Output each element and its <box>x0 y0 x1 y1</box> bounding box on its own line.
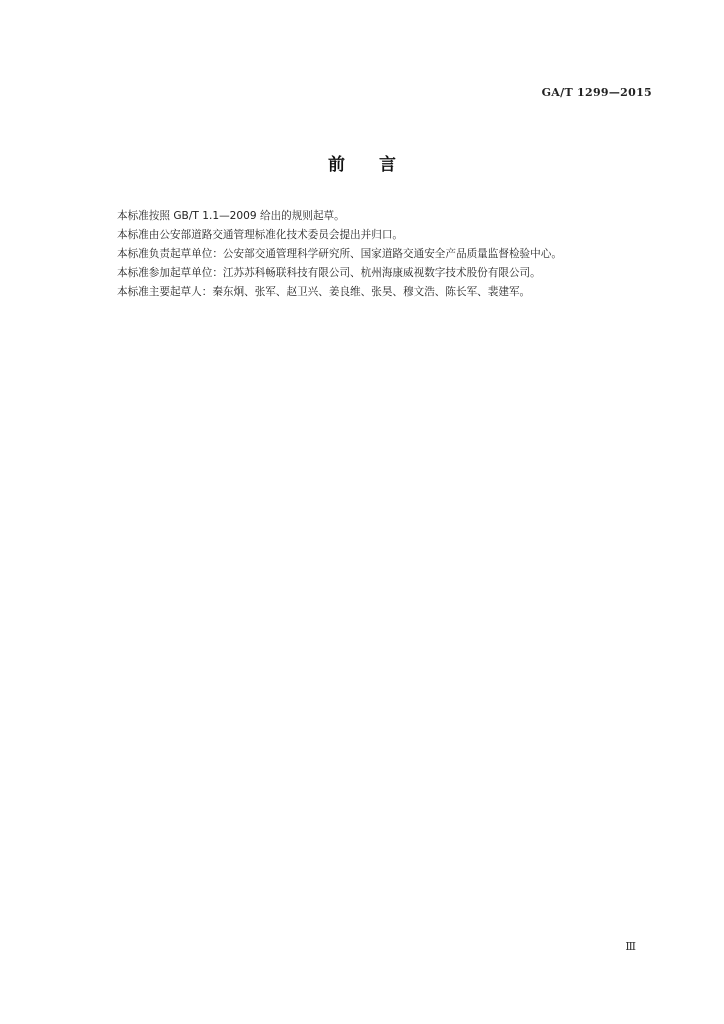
paragraph-proposer: 本标准由公安部道路交通管理标准化技术委员会提出并归口。 <box>117 229 404 241</box>
foreword-body <box>117 207 677 302</box>
paragraph-main-drafters: 本标准主要起草人：秦东炯、张军、赵卫兴、姜良维、张昊、穆文浩、陈长军、裴建军。 <box>117 286 531 298</box>
paragraph-responsible-units: 本标准负责起草单位：公安部交通管理科学研究所、国家道路交通安全产品质量监督检验中心。 <box>117 248 562 260</box>
section-title-foreword <box>0 150 724 175</box>
standard-code: GA/T 1299—2015 <box>541 86 652 99</box>
paragraph-participating-units: 本标准参加起草单位：江苏苏科畅联科技有限公司、杭州海康威视数字技术股份有限公司。 <box>117 267 541 279</box>
title-char-2: 言 <box>379 155 396 175</box>
title-char-1: 前 <box>328 155 345 175</box>
page-number: Ⅲ <box>625 940 636 953</box>
paragraph-drafting-rules: 本标准按照 GB/T 1.1—2009 给出的规则起草。 <box>117 210 345 222</box>
